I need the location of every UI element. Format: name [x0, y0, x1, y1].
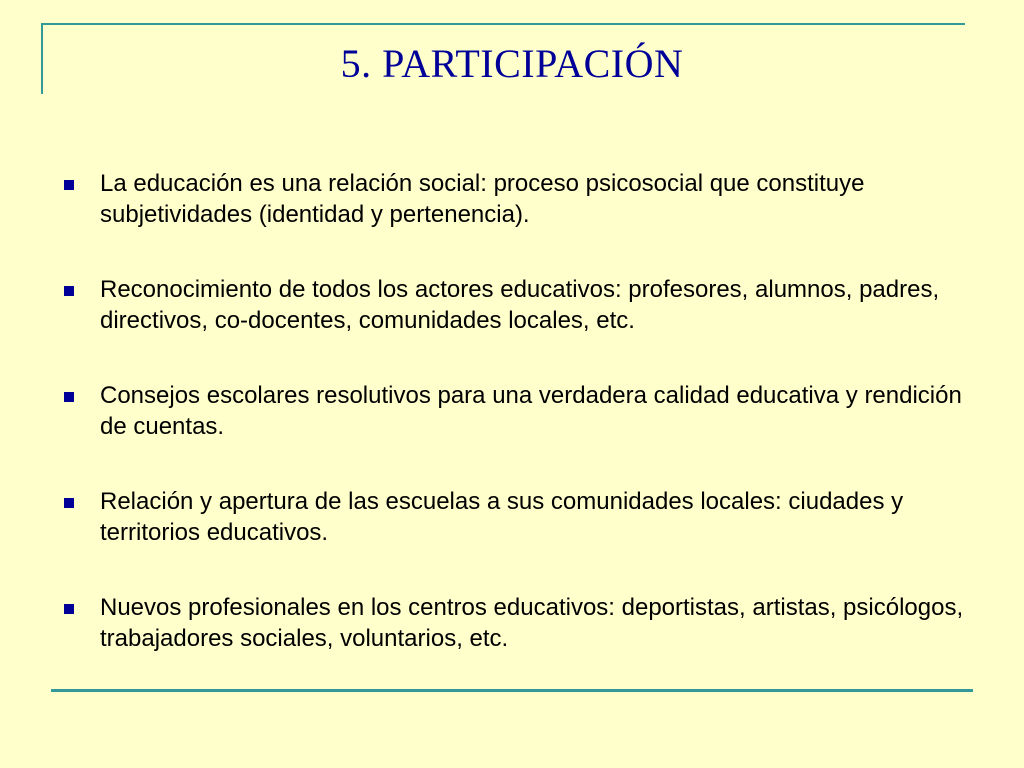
bullet-item-3 [64, 380, 984, 442]
square-bullet-icon [64, 604, 74, 614]
bullet-text-5: Nuevos profesionales en los centros educativos: deportistas, artistas, psicólogos, trabajadores sociales, voluntarios, etc. [100, 594, 964, 652]
square-bullet-icon [64, 180, 74, 190]
footer-rule [51, 689, 973, 692]
bullet-item-4 [64, 486, 984, 548]
slide-title: 5. PARTICIPACIÓN [340, 41, 684, 86]
bullet-item-2 [64, 274, 984, 336]
bullet-text-2: Reconocimiento de todos los actores educativos: profesores, alumnos, padres, directivos, co-docentes, comunidades locales, etc. [100, 276, 940, 334]
square-bullet-icon [64, 392, 74, 402]
bullet-text-3: Consejos escolares resolutivos para una verdadera calidad educativa y rendición de cuentas. [100, 382, 962, 440]
bullet-item-1 [64, 168, 984, 230]
square-bullet-icon [64, 286, 74, 296]
title-top-rule [41, 23, 965, 25]
bullet-list [64, 168, 984, 698]
square-bullet-icon [64, 498, 74, 508]
bullet-text-4: Relación y apertura de las escuelas a sus comunidades locales: ciudades y territorios educativos. [100, 488, 904, 546]
bullet-item-5 [64, 592, 984, 654]
bullet-text-1: La educación es una relación social: proceso psicosocial que constituye subjetividades (identidad y pertenencia). [100, 170, 865, 228]
